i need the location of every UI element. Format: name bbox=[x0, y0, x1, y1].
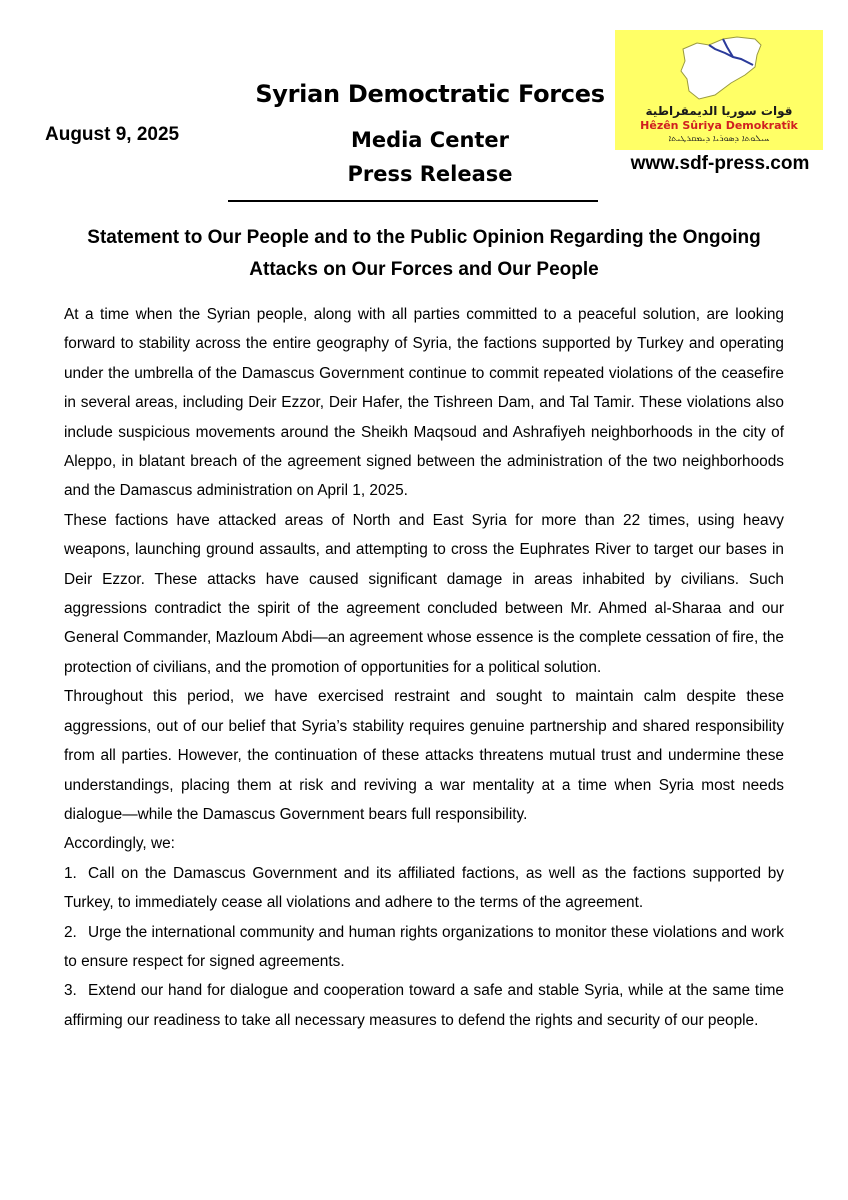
title-line-2: Attacks on Our Forces and Our People bbox=[249, 259, 599, 280]
header-rule bbox=[228, 200, 598, 202]
syria-map-icon bbox=[675, 35, 765, 103]
paragraph-2: These factions have attacked areas of North and East Syria for more than 22 times, using heavy weapons, launching ground assaults, and attempting to cross the Euphrates River to target our bases in Deir Ezzor. These attacks have caused significant damage in areas inhabited by civilians. Such aggressions contradict the spirit of the agreement concluded between Mr. Ahmed al-Sharaa and our General Commander, Mazloum Abdi—an agreement whose essence is the complete cessation of fire, the protection of civilians, and the promotion of opportunities for a political solution. bbox=[64, 511, 784, 676]
release-date: August 9, 2025 bbox=[45, 124, 180, 145]
statement-title bbox=[40, 222, 808, 286]
list-item bbox=[64, 918, 784, 977]
statement-body bbox=[64, 300, 784, 1035]
list-item-text: Extend our hand for dialogue and cooperation toward a safe and stable Syria, while at the same time affirming our readiness to take all necessary measures to defend the rights and security of our people. bbox=[64, 982, 784, 1029]
website-link[interactable]: www.sdf-press.com bbox=[630, 153, 810, 174]
list-item-text: Urge the international community and human rights organizations to monitor these violations and work to ensure respect for signed agreements. bbox=[64, 923, 784, 970]
list-intro: Accordingly, we: bbox=[64, 835, 175, 853]
document-type: Press Release bbox=[347, 162, 513, 186]
sdf-logo bbox=[615, 30, 823, 150]
logo-arabic-text: قوات سوريا الديمقراطية bbox=[645, 104, 793, 118]
logo-kurdish-text: Hêzên Sûriya Demokratîk bbox=[640, 119, 798, 132]
demands-list bbox=[64, 859, 784, 1035]
list-item-number: 3. bbox=[64, 982, 77, 1000]
paragraph-1: At a time when the Syrian people, along with all parties committed to a peaceful solution, are looking forward to stability across the entire geography of Syria, the factions supported by Turkey and operating under the umbrella of the Damascus Government continue to commit repeated violations of the ceasefire in several areas, including Deir Ezzor, Deir Hafer, the Tishreen Dam, and Tal Tamir. These violations also include suspicious movements around the Sheikh Maqsoud and Ashrafiyeh neighborhoods in the city of Aleppo, in blatant breach of the agreement signed between the administration of the two neighborhoods and the Damascus administration on April 1, 2025. bbox=[64, 306, 784, 500]
list-item-number: 2. bbox=[64, 923, 77, 941]
list-item bbox=[64, 976, 784, 1035]
list-item bbox=[64, 859, 784, 918]
department-name: Media Center bbox=[350, 128, 510, 152]
organization-name: Syrian Democtratic Forces bbox=[255, 80, 605, 108]
list-item-text: Call on the Damascus Government and its affiliated factions, as well as the factions supported by Turkey, to immediately cease all violations and adhere to the terms of the agreement. bbox=[64, 864, 784, 912]
title-line-1: Statement to Our People and to the Public Opinion Regarding the Ongoing bbox=[87, 227, 761, 248]
logo-syriac-text: ܚܝܠܘܬܐ ܕܣܘܪܝܐ ܕܝܡܩܪܛܝܬܐ bbox=[668, 134, 770, 144]
list-item-number: 1. bbox=[64, 864, 77, 882]
paragraph-3: Throughout this period, we have exercised restraint and sought to maintain calm despite these aggressions, out of our belief that Syria’s stability requires genuine partnership and shared responsibility from all parties. However, the continuation of these attacks threatens mutual trust and undermine these understandings, placing them at risk and reviving a war mentality at a time when Syria most needs dialogue—while the Damascus Government bears full responsibility. bbox=[64, 688, 784, 823]
